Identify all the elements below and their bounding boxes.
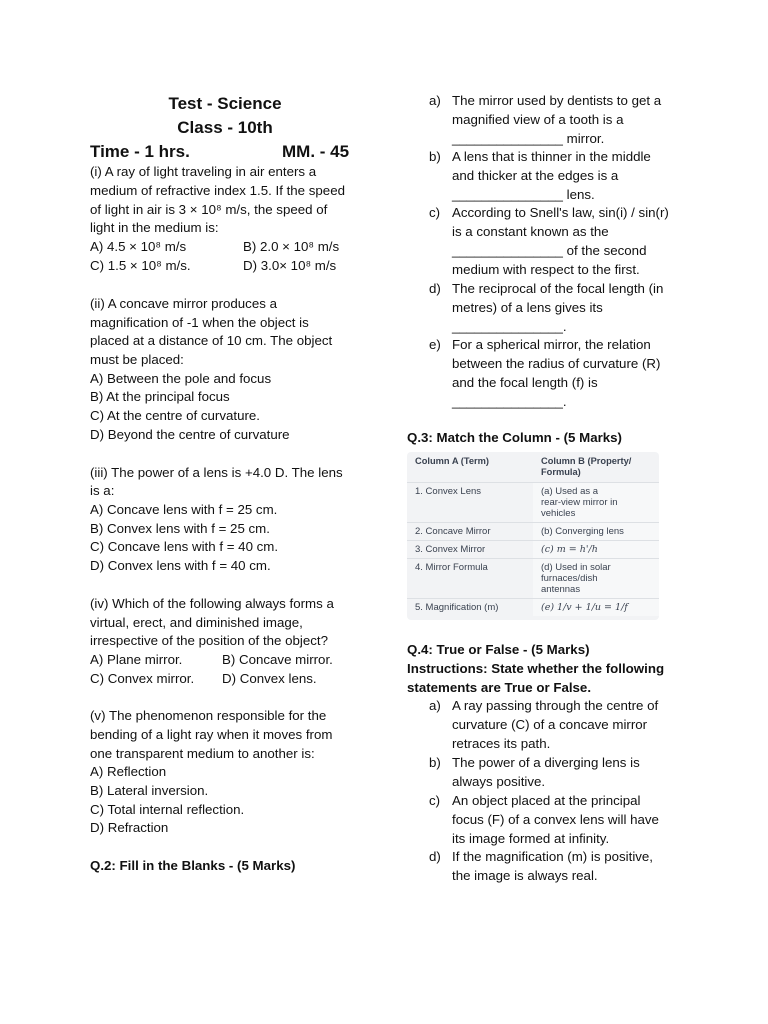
option-d: D) Beyond the centre of curvature xyxy=(90,427,290,442)
section-4-heading: Q.4: True or False - (5 Marks) xyxy=(407,642,590,657)
test-title: Test - Science xyxy=(168,94,282,113)
question-text-line: light in the medium is: xyxy=(90,220,219,235)
option-c: C) At the centre of curvature. xyxy=(90,408,260,423)
option-d: D) Refraction xyxy=(90,820,169,835)
item-text-line: is a constant known as the xyxy=(452,224,609,239)
table-header-row xyxy=(407,452,659,483)
item-text-line: If the magnification (m) is positive, xyxy=(452,849,654,864)
property-cell: (d) Used in solar furnaces/dish antennas xyxy=(533,559,659,599)
term-cell: 2. Concave Mirror xyxy=(407,523,533,541)
options-row xyxy=(90,257,337,276)
item-text-line: _______________ mirror. xyxy=(452,131,605,146)
item-text-line: and thicker at the edges is a xyxy=(452,168,619,183)
option-b: B) Convex lens with f = 25 cm. xyxy=(90,521,270,536)
item-text-line: According to Snell's law, sin(i) / sin(r) xyxy=(452,205,669,220)
question-text-line: virtual, erect, and diminished image, xyxy=(90,615,303,630)
table-row xyxy=(407,559,659,599)
term-cell: 1. Convex Lens xyxy=(407,483,533,523)
question-text-line: is a: xyxy=(90,483,115,498)
options-row xyxy=(90,670,317,689)
table-row xyxy=(407,599,659,617)
item-text-line: _______________ lens. xyxy=(452,187,595,202)
item-text-line: The power of a diverging lens is xyxy=(452,755,640,770)
option-b: B) At the principal focus xyxy=(90,389,230,404)
time-label: Time - 1 hrs. xyxy=(90,142,190,161)
option-c: C) Convex mirror. xyxy=(90,671,195,686)
property-cell: (a) Used as a rear-view mirror in vehicles xyxy=(533,483,659,523)
option-c: C) Total internal reflection. xyxy=(90,802,245,817)
question-text-line: (i) A ray of light traveling in air enters a xyxy=(90,164,317,179)
item-text-line: _______________. xyxy=(452,319,567,334)
item-text-line: the image is always real. xyxy=(452,868,598,883)
option-b: B) Concave mirror. xyxy=(222,652,333,667)
item-text-line: its image formed at infinity. xyxy=(452,831,610,846)
option-c: C) 1.5 × 10⁸ m/s. xyxy=(90,258,191,273)
table-row xyxy=(407,523,659,541)
option-d: D) Convex lens with f = 40 cm. xyxy=(90,558,271,573)
option-a: A) Plane mirror. xyxy=(90,652,183,667)
section-2-heading: Q.2: Fill in the Blanks - (5 Marks) xyxy=(90,858,296,873)
property-cell: (c) m = h'/h xyxy=(533,541,659,559)
item-text-line: An object placed at the principal xyxy=(452,793,641,808)
question-text-line: bending of a light ray when it moves from xyxy=(90,727,333,742)
item-text-line: focus (F) of a convex lens will have xyxy=(452,812,659,827)
item-label: a) xyxy=(429,93,441,108)
item-label: a) xyxy=(429,698,441,713)
property-cell: (b) Converging lens xyxy=(533,523,659,541)
class-title: Class - 10th xyxy=(177,118,273,137)
option-a: A) 4.5 × 10⁸ m/s xyxy=(90,239,187,254)
options-row xyxy=(90,651,333,670)
option-a: A) Concave lens with f = 25 cm. xyxy=(90,502,278,517)
table-row xyxy=(407,483,659,523)
term-cell: 5. Magnification (m) xyxy=(407,599,533,617)
option-c: C) Concave lens with f = 40 cm. xyxy=(90,539,279,554)
match-column-table xyxy=(407,452,659,620)
question-text-line: placed at a distance of 10 cm. The object xyxy=(90,333,333,348)
item-label: b) xyxy=(429,755,441,770)
item-text-line: metres) of a lens gives its xyxy=(452,300,603,315)
question-text-line: one transparent medium to another is: xyxy=(90,746,315,761)
item-label: c) xyxy=(429,793,441,808)
question-text-line: must be placed: xyxy=(90,352,184,367)
item-text-line: _______________. xyxy=(452,394,567,409)
column-a-header: Column A (Term) xyxy=(415,456,490,466)
question-text-line: medium of refractive index 1.5. If the speed xyxy=(90,183,345,198)
item-text-line: between the radius of curvature (R) xyxy=(452,356,661,371)
item-text-line: A ray passing through the centre of xyxy=(452,698,659,713)
item-label: c) xyxy=(429,205,441,220)
item-text-line: A lens that is thinner in the middle xyxy=(452,149,651,164)
term-cell: 3. Convex Mirror xyxy=(407,541,533,559)
item-label: b) xyxy=(429,149,441,164)
item-text-line: magnified view of a tooth is a xyxy=(452,112,624,127)
option-b: B) 2.0 × 10⁸ m/s xyxy=(243,239,340,254)
question-text-line: magnification of -1 when the object is xyxy=(90,315,309,330)
option-a: A) Between the pole and focus xyxy=(90,371,272,386)
options-row xyxy=(90,238,340,257)
item-label: d) xyxy=(429,849,441,864)
column-b-header: Column B (Property/ Formula) xyxy=(541,456,632,477)
item-text-line: retraces its path. xyxy=(452,736,551,751)
option-d: D) 3.0× 10⁸ m/s xyxy=(243,258,337,273)
section-4-instructions-line: statements are True or False. xyxy=(407,680,592,695)
section-3-heading: Q.3: Match the Column - (5 Marks) xyxy=(407,430,622,445)
item-label: d) xyxy=(429,281,441,296)
question-text-line: (v) The phenomenon responsible for the xyxy=(90,708,327,723)
question-text-line: irrespective of the position of the object? xyxy=(90,633,329,648)
item-text-line: _______________ of the second xyxy=(452,243,647,258)
time-marks-row xyxy=(90,141,360,163)
section-4-instructions-line: Instructions: State whether the following xyxy=(407,661,665,676)
item-text-line: The mirror used by dentists to get a xyxy=(452,93,662,108)
item-text-line: curvature (C) of a concave mirror xyxy=(452,717,648,732)
table-row xyxy=(407,541,659,559)
option-d: D) Convex lens. xyxy=(222,671,317,686)
question-text-line: (ii) A concave mirror produces a xyxy=(90,296,277,311)
item-text-line: For a spherical mirror, the relation xyxy=(452,337,651,352)
item-label: e) xyxy=(429,337,441,352)
term-cell: 4. Mirror Formula xyxy=(407,559,533,599)
max-marks-label: MM. - 45 xyxy=(282,142,350,161)
item-text-line: and the focal length (f) is xyxy=(452,375,598,390)
property-cell: (e) 1/v + 1/u = 1/f xyxy=(533,599,659,617)
option-b: B) Lateral inversion. xyxy=(90,783,209,798)
question-text-line: of light in air is 3 × 10⁸ m/s, the speed of xyxy=(90,202,328,217)
question-text-line: (iii) The power of a lens is +4.0 D. The lens xyxy=(90,465,343,480)
option-a: A) Reflection xyxy=(90,764,167,779)
item-text-line: The reciprocal of the focal length (in xyxy=(452,281,664,296)
item-text-line: always positive. xyxy=(452,774,546,789)
item-text-line: medium with respect to the first. xyxy=(452,262,640,277)
question-text-line: (iv) Which of the following always forms a xyxy=(90,596,334,611)
